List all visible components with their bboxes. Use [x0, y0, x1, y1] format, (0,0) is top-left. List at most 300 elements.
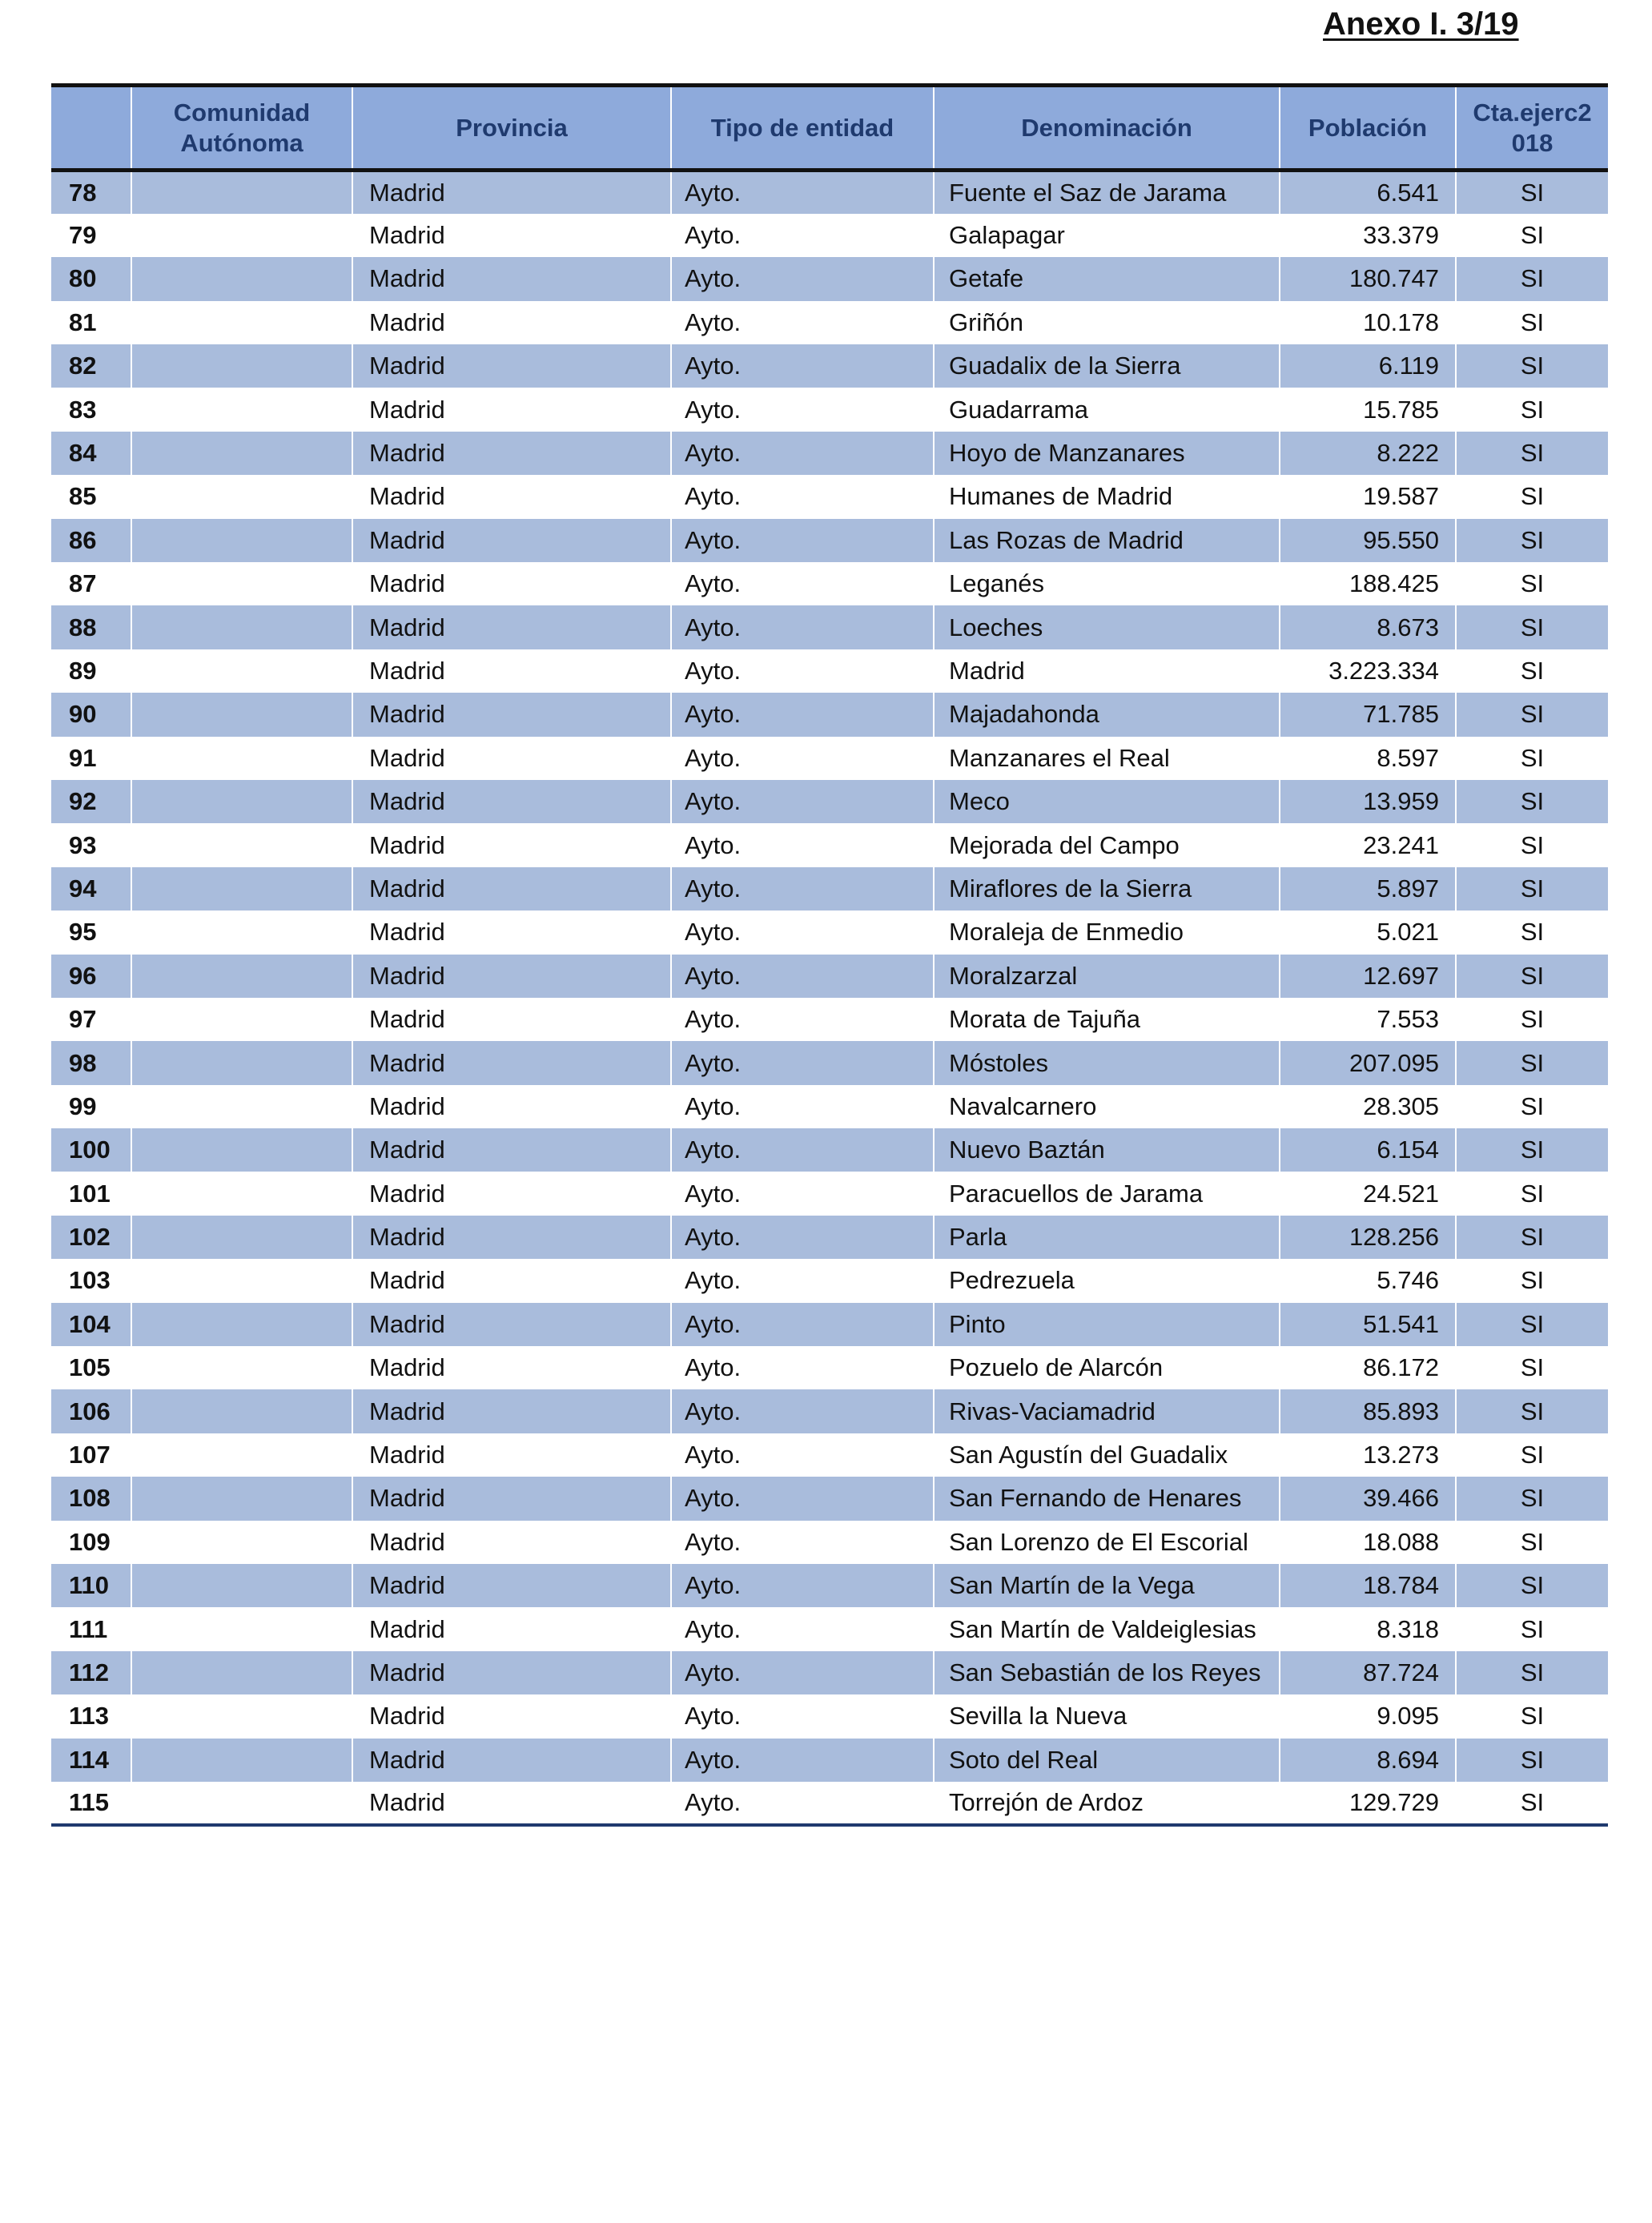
cell-tipo: Ayto.	[671, 388, 934, 431]
cell-poblacion: 10.178	[1280, 301, 1456, 344]
cell-comunidad	[131, 1564, 352, 1607]
cell-provincia: Madrid	[352, 344, 671, 388]
cell-denominacion: Las Rozas de Madrid	[934, 519, 1280, 562]
table-body	[51, 171, 1608, 1826]
cell-tipo: Ayto.	[671, 998, 934, 1041]
table-row	[51, 1651, 1608, 1694]
cell-cta: SI	[1456, 344, 1608, 388]
cell-cta: SI	[1456, 1128, 1608, 1172]
cell-provincia: Madrid	[352, 780, 671, 823]
cell-provincia: Madrid	[352, 693, 671, 736]
cell-cta: SI	[1456, 301, 1608, 344]
row-number: 112	[51, 1651, 131, 1694]
row-number: 108	[51, 1477, 131, 1520]
cell-tipo: Ayto.	[671, 1128, 934, 1172]
row-number: 86	[51, 519, 131, 562]
row-number: 105	[51, 1346, 131, 1389]
cell-denominacion: Getafe	[934, 257, 1280, 300]
cell-tipo: Ayto.	[671, 519, 934, 562]
row-number: 113	[51, 1694, 131, 1738]
cell-cta: SI	[1456, 693, 1608, 736]
cell-cta: SI	[1456, 432, 1608, 475]
column-header-denominacion: Denominación	[934, 86, 1280, 171]
cell-cta: SI	[1456, 1259, 1608, 1302]
cell-denominacion: Nuevo Baztán	[934, 1128, 1280, 1172]
cell-comunidad	[131, 1259, 352, 1302]
entities-table	[51, 83, 1608, 1827]
cell-provincia: Madrid	[352, 1521, 671, 1564]
cell-poblacion: 8.318	[1280, 1607, 1456, 1650]
cell-tipo: Ayto.	[671, 1389, 934, 1433]
row-number: 106	[51, 1389, 131, 1433]
cell-comunidad	[131, 998, 352, 1041]
cell-comunidad	[131, 1607, 352, 1650]
cell-poblacion: 51.541	[1280, 1303, 1456, 1346]
cell-denominacion: Paracuellos de Jarama	[934, 1172, 1280, 1215]
cell-tipo: Ayto.	[671, 1607, 934, 1650]
cell-tipo: Ayto.	[671, 562, 934, 605]
table-row	[51, 1389, 1608, 1433]
cell-poblacion: 5.897	[1280, 867, 1456, 911]
table-row	[51, 1085, 1608, 1128]
cell-cta: SI	[1456, 955, 1608, 998]
cell-denominacion: Parla	[934, 1216, 1280, 1259]
row-number: 79	[51, 214, 131, 257]
cell-tipo: Ayto.	[671, 1259, 934, 1302]
cell-tipo: Ayto.	[671, 1564, 934, 1607]
row-number: 82	[51, 344, 131, 388]
cell-poblacion: 9.095	[1280, 1694, 1456, 1738]
cell-comunidad	[131, 955, 352, 998]
column-header-cta-line-2: 018	[1511, 128, 1554, 157]
cell-provincia: Madrid	[352, 519, 671, 562]
cell-tipo: Ayto.	[671, 301, 934, 344]
column-header-number	[51, 86, 131, 171]
row-number: 81	[51, 301, 131, 344]
cell-denominacion: Humanes de Madrid	[934, 475, 1280, 518]
cell-provincia: Madrid	[352, 388, 671, 431]
cell-denominacion: Soto del Real	[934, 1739, 1280, 1782]
cell-poblacion: 6.154	[1280, 1128, 1456, 1172]
cell-cta: SI	[1456, 649, 1608, 693]
cell-cta: SI	[1456, 998, 1608, 1041]
table-row	[51, 911, 1608, 954]
cell-denominacion: Miraflores de la Sierra	[934, 867, 1280, 911]
cell-comunidad	[131, 562, 352, 605]
table-row	[51, 1477, 1608, 1520]
row-number: 104	[51, 1303, 131, 1346]
table-row	[51, 519, 1608, 562]
cell-cta: SI	[1456, 1782, 1608, 1825]
table-row	[51, 1128, 1608, 1172]
row-number: 84	[51, 432, 131, 475]
cell-comunidad	[131, 1782, 352, 1825]
cell-comunidad	[131, 911, 352, 954]
cell-comunidad	[131, 605, 352, 649]
cell-cta: SI	[1456, 562, 1608, 605]
cell-poblacion: 207.095	[1280, 1041, 1456, 1084]
cell-provincia: Madrid	[352, 823, 671, 866]
cell-denominacion: San Fernando de Henares	[934, 1477, 1280, 1520]
cell-poblacion: 71.785	[1280, 693, 1456, 736]
cell-provincia: Madrid	[352, 1651, 671, 1694]
table-row	[51, 475, 1608, 518]
cell-tipo: Ayto.	[671, 605, 934, 649]
cell-cta: SI	[1456, 1085, 1608, 1128]
table-row	[51, 1607, 1608, 1650]
cell-denominacion: Meco	[934, 780, 1280, 823]
cell-poblacion: 23.241	[1280, 823, 1456, 866]
table-row	[51, 1694, 1608, 1738]
table-header-row	[51, 86, 1608, 171]
cell-poblacion: 86.172	[1280, 1346, 1456, 1389]
row-number: 85	[51, 475, 131, 518]
cell-comunidad	[131, 1041, 352, 1084]
table-row	[51, 171, 1608, 214]
cell-provincia: Madrid	[352, 1128, 671, 1172]
cell-poblacion: 33.379	[1280, 214, 1456, 257]
cell-denominacion: Torrejón de Ardoz	[934, 1782, 1280, 1825]
cell-poblacion: 3.223.334	[1280, 649, 1456, 693]
cell-poblacion: 95.550	[1280, 519, 1456, 562]
cell-denominacion: San Lorenzo de El Escorial	[934, 1521, 1280, 1564]
cell-denominacion: Pinto	[934, 1303, 1280, 1346]
row-number: 114	[51, 1739, 131, 1782]
column-header-cta	[1456, 86, 1608, 171]
cell-poblacion: 18.784	[1280, 1564, 1456, 1607]
table-row	[51, 1259, 1608, 1302]
row-number: 111	[51, 1607, 131, 1650]
cell-poblacion: 188.425	[1280, 562, 1456, 605]
cell-poblacion: 6.119	[1280, 344, 1456, 388]
cell-comunidad	[131, 1433, 352, 1477]
cell-provincia: Madrid	[352, 1041, 671, 1084]
cell-denominacion: San Agustín del Guadalix	[934, 1433, 1280, 1477]
table-row	[51, 737, 1608, 780]
cell-provincia: Madrid	[352, 1346, 671, 1389]
table-row	[51, 1433, 1608, 1477]
cell-denominacion: Manzanares el Real	[934, 737, 1280, 780]
cell-comunidad	[131, 1739, 352, 1782]
row-number: 110	[51, 1564, 131, 1607]
table-row	[51, 605, 1608, 649]
row-number: 95	[51, 911, 131, 954]
table-row	[51, 1172, 1608, 1215]
column-header-provincia: Provincia	[352, 86, 671, 171]
table-row	[51, 1216, 1608, 1259]
table-row	[51, 1739, 1608, 1782]
cell-provincia: Madrid	[352, 1782, 671, 1825]
cell-poblacion: 18.088	[1280, 1521, 1456, 1564]
cell-tipo: Ayto.	[671, 1782, 934, 1825]
cell-poblacion: 6.541	[1280, 171, 1456, 214]
row-number: 96	[51, 955, 131, 998]
cell-comunidad	[131, 1521, 352, 1564]
cell-denominacion: Leganés	[934, 562, 1280, 605]
table-row	[51, 649, 1608, 693]
cell-poblacion: 8.673	[1280, 605, 1456, 649]
cell-denominacion: Pozuelo de Alarcón	[934, 1346, 1280, 1389]
cell-cta: SI	[1456, 475, 1608, 518]
cell-poblacion: 28.305	[1280, 1085, 1456, 1128]
cell-denominacion: Guadalix de la Sierra	[934, 344, 1280, 388]
cell-comunidad	[131, 1303, 352, 1346]
cell-provincia: Madrid	[352, 562, 671, 605]
cell-poblacion: 8.597	[1280, 737, 1456, 780]
cell-comunidad	[131, 1651, 352, 1694]
cell-comunidad	[131, 432, 352, 475]
cell-provincia: Madrid	[352, 475, 671, 518]
cell-denominacion: Majadahonda	[934, 693, 1280, 736]
row-number: 100	[51, 1128, 131, 1172]
cell-cta: SI	[1456, 1651, 1608, 1694]
cell-denominacion: Sevilla la Nueva	[934, 1694, 1280, 1738]
table-row	[51, 867, 1608, 911]
cell-denominacion: Navalcarnero	[934, 1085, 1280, 1128]
cell-tipo: Ayto.	[671, 1303, 934, 1346]
cell-denominacion: Guadarrama	[934, 388, 1280, 431]
cell-poblacion: 24.521	[1280, 1172, 1456, 1215]
cell-tipo: Ayto.	[671, 1739, 934, 1782]
cell-denominacion: Pedrezuela	[934, 1259, 1280, 1302]
cell-cta: SI	[1456, 911, 1608, 954]
cell-provincia: Madrid	[352, 1564, 671, 1607]
row-number: 115	[51, 1782, 131, 1825]
cell-provincia: Madrid	[352, 998, 671, 1041]
row-number: 101	[51, 1172, 131, 1215]
cell-denominacion: Madrid	[934, 649, 1280, 693]
cell-provincia: Madrid	[352, 257, 671, 300]
cell-provincia: Madrid	[352, 649, 671, 693]
cell-provincia: Madrid	[352, 432, 671, 475]
cell-provincia: Madrid	[352, 1259, 671, 1302]
cell-cta: SI	[1456, 257, 1608, 300]
cell-poblacion: 15.785	[1280, 388, 1456, 431]
cell-tipo: Ayto.	[671, 475, 934, 518]
cell-tipo: Ayto.	[671, 171, 934, 214]
table-row	[51, 1564, 1608, 1607]
table-row	[51, 1303, 1608, 1346]
cell-cta: SI	[1456, 1041, 1608, 1084]
cell-tipo: Ayto.	[671, 1694, 934, 1738]
entities-table-container	[51, 83, 1608, 1827]
cell-tipo: Ayto.	[671, 1433, 934, 1477]
cell-cta: SI	[1456, 1564, 1608, 1607]
cell-comunidad	[131, 737, 352, 780]
cell-poblacion: 129.729	[1280, 1782, 1456, 1825]
cell-provincia: Madrid	[352, 867, 671, 911]
cell-provincia: Madrid	[352, 911, 671, 954]
cell-comunidad	[131, 301, 352, 344]
cell-denominacion: Fuente el Saz de Jarama	[934, 171, 1280, 214]
cell-denominacion: Hoyo de Manzanares	[934, 432, 1280, 475]
cell-comunidad	[131, 780, 352, 823]
table-row	[51, 432, 1608, 475]
cell-cta: SI	[1456, 737, 1608, 780]
cell-cta: SI	[1456, 1216, 1608, 1259]
table-row	[51, 955, 1608, 998]
row-number: 80	[51, 257, 131, 300]
cell-poblacion: 85.893	[1280, 1389, 1456, 1433]
cell-comunidad	[131, 1346, 352, 1389]
cell-provincia: Madrid	[352, 737, 671, 780]
cell-poblacion: 13.273	[1280, 1433, 1456, 1477]
cell-tipo: Ayto.	[671, 214, 934, 257]
cell-cta: SI	[1456, 1303, 1608, 1346]
cell-denominacion: Mejorada del Campo	[934, 823, 1280, 866]
table-row	[51, 388, 1608, 431]
row-number: 93	[51, 823, 131, 866]
table-row	[51, 780, 1608, 823]
table-row	[51, 998, 1608, 1041]
cell-cta: SI	[1456, 388, 1608, 431]
table-row	[51, 344, 1608, 388]
column-header-comunidad-line-1: Comunidad	[173, 98, 311, 127]
cell-cta: SI	[1456, 1389, 1608, 1433]
row-number: 92	[51, 780, 131, 823]
cell-tipo: Ayto.	[671, 955, 934, 998]
cell-denominacion: San Sebastián de los Reyes	[934, 1651, 1280, 1694]
row-number: 91	[51, 737, 131, 780]
table-row	[51, 823, 1608, 866]
column-header-comunidad-line-2: Autónoma	[180, 128, 303, 157]
cell-denominacion: Loeches	[934, 605, 1280, 649]
cell-tipo: Ayto.	[671, 867, 934, 911]
table-row	[51, 693, 1608, 736]
cell-comunidad	[131, 693, 352, 736]
cell-cta: SI	[1456, 214, 1608, 257]
cell-tipo: Ayto.	[671, 1477, 934, 1520]
table-row	[51, 257, 1608, 300]
cell-denominacion: Móstoles	[934, 1041, 1280, 1084]
cell-tipo: Ayto.	[671, 649, 934, 693]
cell-tipo: Ayto.	[671, 432, 934, 475]
cell-poblacion: 87.724	[1280, 1651, 1456, 1694]
cell-tipo: Ayto.	[671, 1085, 934, 1128]
cell-cta: SI	[1456, 605, 1608, 649]
cell-denominacion: Griñón	[934, 301, 1280, 344]
row-number: 88	[51, 605, 131, 649]
cell-poblacion: 8.222	[1280, 432, 1456, 475]
cell-provincia: Madrid	[352, 1477, 671, 1520]
cell-comunidad	[131, 171, 352, 214]
cell-comunidad	[131, 475, 352, 518]
cell-poblacion: 39.466	[1280, 1477, 1456, 1520]
cell-provincia: Madrid	[352, 1216, 671, 1259]
cell-comunidad	[131, 1216, 352, 1259]
cell-cta: SI	[1456, 1172, 1608, 1215]
cell-comunidad	[131, 344, 352, 388]
cell-cta: SI	[1456, 823, 1608, 866]
cell-comunidad	[131, 823, 352, 866]
cell-denominacion: Moraleja de Enmedio	[934, 911, 1280, 954]
cell-cta: SI	[1456, 1521, 1608, 1564]
column-header-tipo: Tipo de entidad	[671, 86, 934, 171]
column-header-cta-line-1: Cta.ejerc2	[1473, 98, 1592, 127]
cell-comunidad	[131, 1085, 352, 1128]
cell-provincia: Madrid	[352, 301, 671, 344]
cell-provincia: Madrid	[352, 1085, 671, 1128]
row-number: 89	[51, 649, 131, 693]
cell-cta: SI	[1456, 1346, 1608, 1389]
cell-comunidad	[131, 1389, 352, 1433]
row-number: 103	[51, 1259, 131, 1302]
cell-cta: SI	[1456, 867, 1608, 911]
cell-tipo: Ayto.	[671, 257, 934, 300]
cell-poblacion: 5.746	[1280, 1259, 1456, 1302]
table-row	[51, 214, 1608, 257]
cell-denominacion: San Martín de la Vega	[934, 1564, 1280, 1607]
table-row	[51, 1346, 1608, 1389]
row-number: 99	[51, 1085, 131, 1128]
cell-comunidad	[131, 1477, 352, 1520]
cell-comunidad	[131, 649, 352, 693]
cell-denominacion: Morata de Tajuña	[934, 998, 1280, 1041]
cell-comunidad	[131, 519, 352, 562]
cell-cta: SI	[1456, 171, 1608, 214]
cell-tipo: Ayto.	[671, 737, 934, 780]
cell-provincia: Madrid	[352, 1389, 671, 1433]
cell-provincia: Madrid	[352, 171, 671, 214]
cell-tipo: Ayto.	[671, 1521, 934, 1564]
cell-provincia: Madrid	[352, 1433, 671, 1477]
row-number: 87	[51, 562, 131, 605]
cell-comunidad	[131, 214, 352, 257]
cell-tipo: Ayto.	[671, 693, 934, 736]
cell-cta: SI	[1456, 1739, 1608, 1782]
cell-cta: SI	[1456, 519, 1608, 562]
cell-cta: SI	[1456, 1607, 1608, 1650]
row-number: 98	[51, 1041, 131, 1084]
cell-tipo: Ayto.	[671, 1216, 934, 1259]
cell-poblacion: 8.694	[1280, 1739, 1456, 1782]
column-header-poblacion: Población	[1280, 86, 1456, 171]
table-row	[51, 1782, 1608, 1825]
cell-tipo: Ayto.	[671, 1041, 934, 1084]
cell-poblacion: 12.697	[1280, 955, 1456, 998]
cell-tipo: Ayto.	[671, 1651, 934, 1694]
cell-provincia: Madrid	[352, 214, 671, 257]
cell-denominacion: San Martín de Valdeiglesias	[934, 1607, 1280, 1650]
cell-provincia: Madrid	[352, 955, 671, 998]
cell-cta: SI	[1456, 780, 1608, 823]
cell-comunidad	[131, 1172, 352, 1215]
cell-cta: SI	[1456, 1694, 1608, 1738]
cell-denominacion: Moralzarzal	[934, 955, 1280, 998]
cell-provincia: Madrid	[352, 1739, 671, 1782]
row-number: 107	[51, 1433, 131, 1477]
column-header-comunidad	[131, 86, 352, 171]
row-number: 83	[51, 388, 131, 431]
cell-poblacion: 180.747	[1280, 257, 1456, 300]
cell-cta: SI	[1456, 1433, 1608, 1477]
cell-denominacion: Rivas-Vaciamadrid	[934, 1389, 1280, 1433]
table-row	[51, 562, 1608, 605]
row-number: 109	[51, 1521, 131, 1564]
table-row	[51, 1521, 1608, 1564]
cell-comunidad	[131, 867, 352, 911]
cell-provincia: Madrid	[352, 1607, 671, 1650]
cell-tipo: Ayto.	[671, 823, 934, 866]
cell-tipo: Ayto.	[671, 911, 934, 954]
row-number: 78	[51, 171, 131, 214]
cell-comunidad	[131, 1694, 352, 1738]
row-number: 102	[51, 1216, 131, 1259]
cell-comunidad	[131, 1128, 352, 1172]
cell-tipo: Ayto.	[671, 1172, 934, 1215]
cell-denominacion: Galapagar	[934, 214, 1280, 257]
cell-poblacion: 128.256	[1280, 1216, 1456, 1259]
